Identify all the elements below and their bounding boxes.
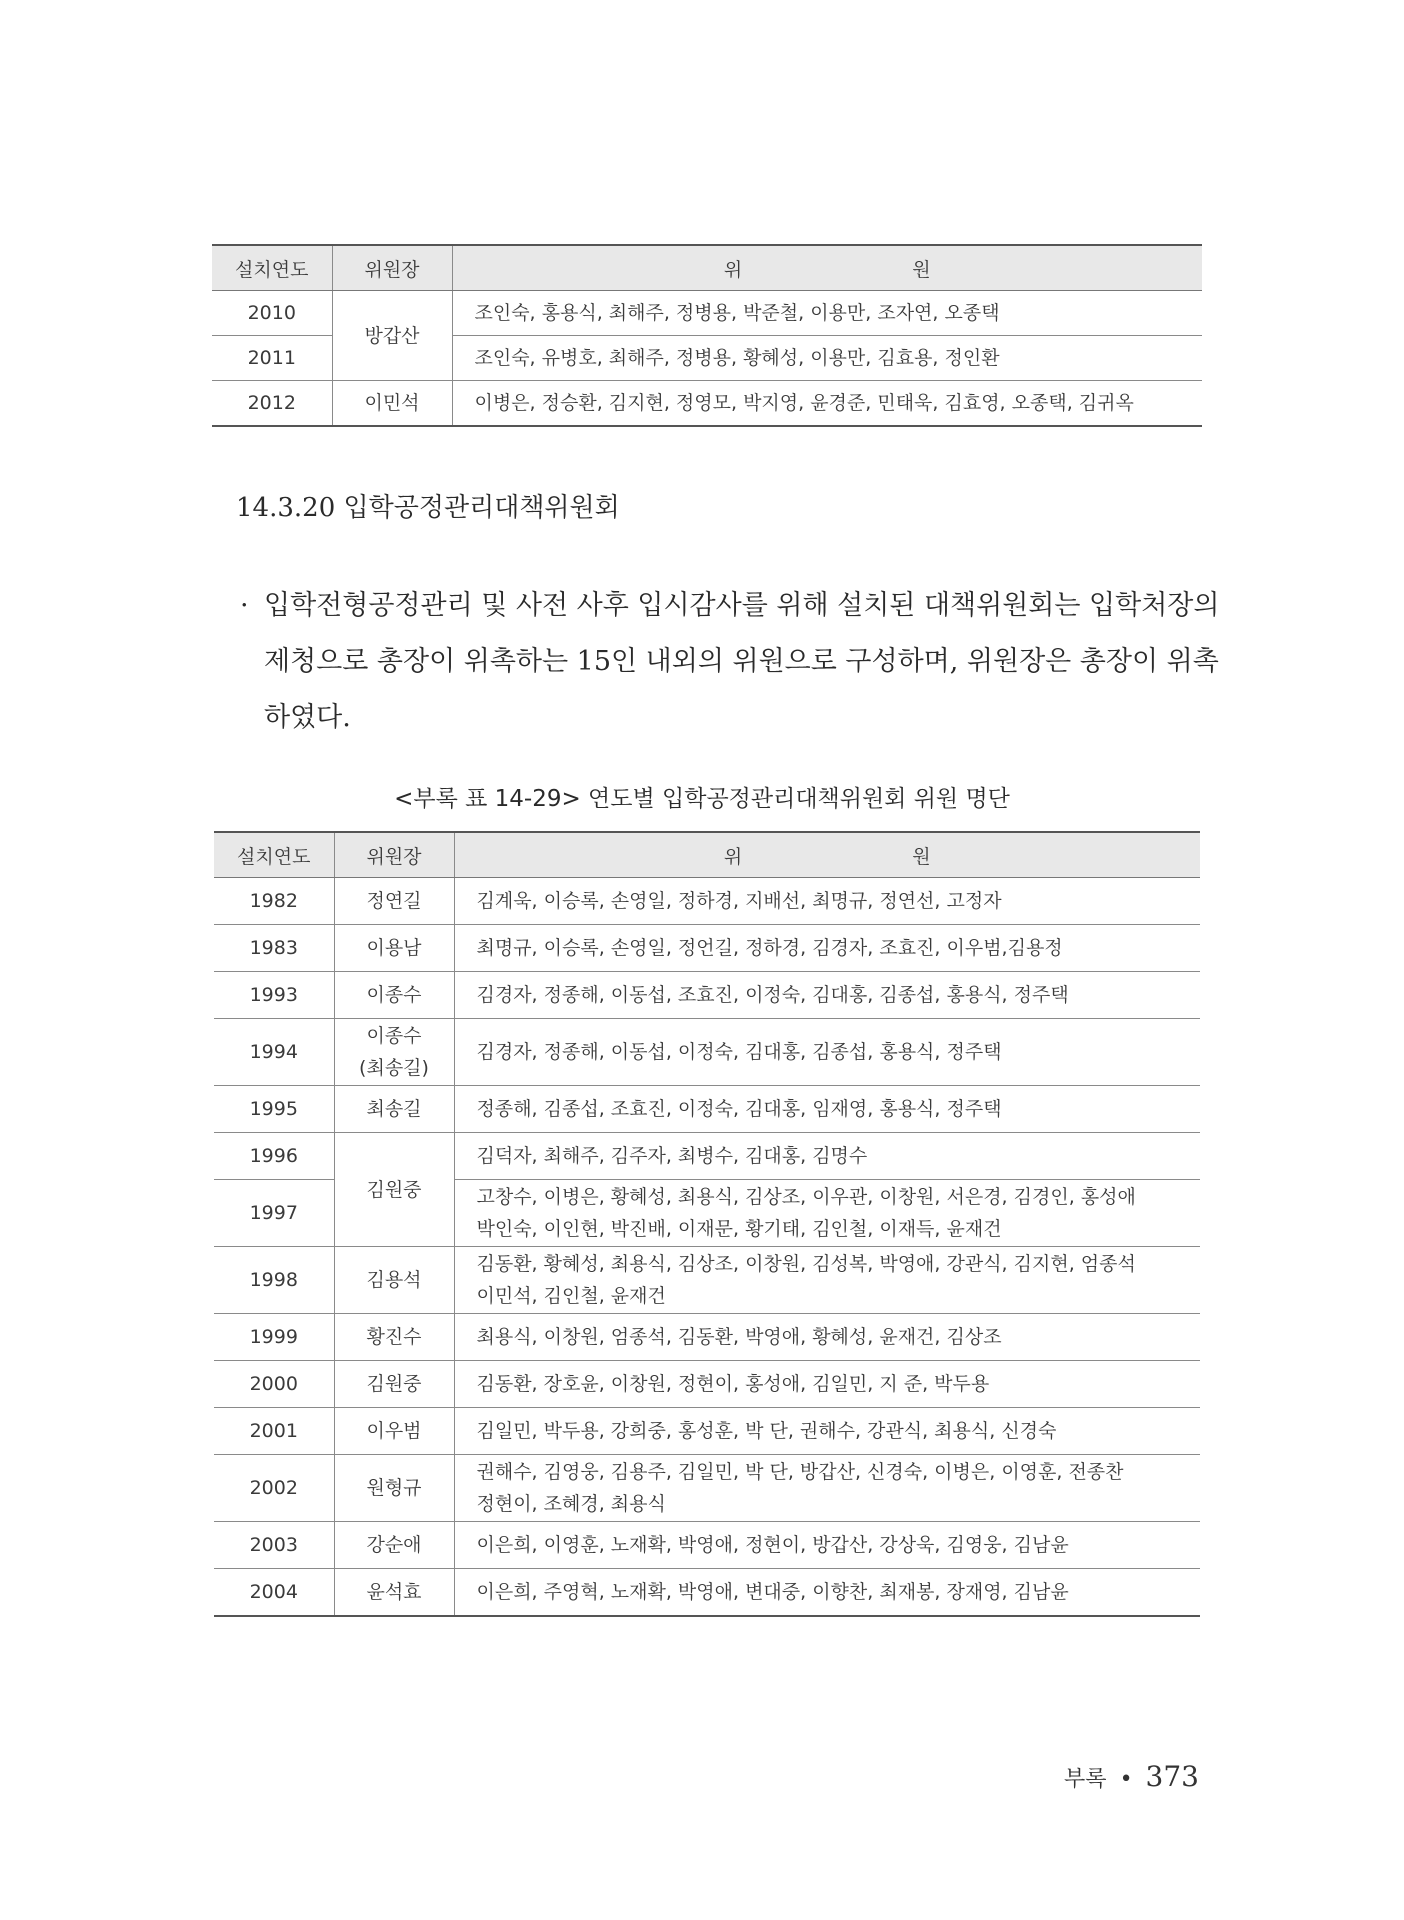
table-row [214,1522,1200,1569]
chair-cell [334,1133,454,1247]
header-members [452,245,1202,291]
body-paragraph [240,578,1220,746]
members-cell [454,1408,1200,1455]
footer-separator: • [1119,1767,1133,1792]
members-cell [454,1455,1200,1522]
table-row [214,1019,1200,1086]
chair-name: 김용석 [366,1269,422,1291]
members-line: 정현이, 조혜경, 최용식 [476,1493,666,1515]
members-cell [454,1522,1200,1569]
year-cell: 2004 [214,1569,334,1617]
chair-name: 김원중 [366,1373,422,1395]
header-members [454,832,1200,878]
members-line: 이은희, 주영혁, 노재확, 박영애, 변대중, 이향찬, 최재봉, 장재영, 김남윤 [476,1581,1069,1603]
chair-cell [334,1408,454,1455]
members-line: 김동환, 황혜성, 최용식, 김상조, 이창원, 김성복, 박영애, 강관식, 김지현, 엄종석 [476,1253,1136,1275]
chair-cell [334,1019,454,1086]
page-footer [1064,1760,1199,1793]
year-cell: 1994 [214,1019,334,1086]
chair-name: 정연길 [366,890,422,912]
members-line: 김경자, 정종해, 이동섭, 조효진, 이정숙, 김대홍, 김종섭, 홍용식, 정주택 [476,984,1069,1006]
header-members-a: 위 [723,845,743,868]
chair-cell [334,1314,454,1361]
chair-name: 김원중 [366,1178,422,1201]
members-cell: 조인숙, 유병호, 최해주, 정병용, 황혜성, 이용만, 김효용, 정인환 [452,336,1202,381]
chair-cell [334,878,454,925]
table-row [214,1314,1200,1361]
members-line: 김경자, 정종해, 이동섭, 이정숙, 김대홍, 김종섭, 홍용식, 정주택 [476,1041,1002,1063]
members-line: 이은희, 이영훈, 노재확, 박영애, 정현이, 방갑산, 강상욱, 김영웅, 김남윤 [476,1534,1069,1556]
paragraph-line: 제청으로 총장이 위촉하는 15인 내외의 위원으로 구성하며, 위원장은 총장이 위촉 [264,646,1219,677]
year-cell: 1982 [214,878,334,925]
members-cell: 조인숙, 홍용식, 최해주, 정병용, 박준철, 이용만, 조자연, 오종택 [452,291,1202,336]
chair-name: 황진수 [366,1326,422,1348]
year-cell: 2011 [212,336,332,381]
chair-name: 이종수 [366,984,422,1006]
members-line: 최용식, 이창원, 엄종석, 김동환, 박영애, 황혜성, 윤재건, 김상조 [476,1326,1002,1348]
table-row [214,972,1200,1019]
chair-name: (최송길) [359,1057,429,1079]
footer-label: 부록 [1064,1767,1107,1792]
bullet: · [240,590,249,621]
members-cell [454,1247,1200,1314]
year-cell: 1995 [214,1086,334,1133]
members-cell [454,925,1200,972]
chair-cell: 이민석 [332,381,452,427]
members-cell [454,972,1200,1019]
members-cell [454,1361,1200,1408]
members-line: 최명규, 이승록, 손영일, 정언길, 정하경, 김경자, 조효진, 이우범,김용정 [476,937,1063,959]
table-row [214,1569,1200,1617]
table-header-row [212,245,1202,291]
page-number: 373 [1145,1760,1199,1793]
chair-cell [334,1247,454,1314]
header-members-b: 원 [912,845,931,868]
table-row [214,1086,1200,1133]
header-year: 설치연도 [212,245,332,291]
members-cell [454,1569,1200,1617]
table-caption: <부록 표 14-29> 연도별 입학공정관리대책위원회 위원 명단 [394,786,1010,812]
table-row [214,1247,1200,1314]
members-cell: 이병은, 정승환, 김지현, 정영모, 박지영, 윤경준, 민태욱, 김효영, 오종택, 김귀옥 [452,381,1202,427]
members-line: 정종해, 김종섭, 조효진, 이정숙, 김대홍, 임재영, 홍용식, 정주택 [476,1098,1002,1120]
members-line: 이민석, 김인철, 윤재건 [476,1285,666,1307]
chair-cell [334,1522,454,1569]
table-header-row [214,832,1200,878]
header-members-b: 원 [912,258,931,281]
members-line: 김동환, 장호윤, 이창원, 정현이, 홍성애, 김일민, 지 준, 박두용 [476,1373,990,1395]
chair-cell [334,1569,454,1617]
paragraph-line: 입학전형공정관리 및 사전 사후 입시감사를 위해 설치된 대책위원회는 입학처장의 [264,590,1220,621]
section-title: 14.3.20 입학공정관리대책위원회 [236,493,620,523]
year-cell: 1999 [214,1314,334,1361]
chair-cell [334,1455,454,1522]
members-line: 박인숙, 이인현, 박진배, 이재문, 황기태, 김인철, 이재득, 윤재건 [476,1218,1002,1240]
table-row [214,878,1200,925]
members-line: 김덕자, 최해주, 김주자, 최병수, 김대홍, 김명수 [476,1145,868,1167]
year-cell: 1993 [214,972,334,1019]
year-cell: 1983 [214,925,334,972]
chair-name: 이종수 [366,1025,422,1047]
year-cell: 2003 [214,1522,334,1569]
year-cell: 2000 [214,1361,334,1408]
table-row [214,1133,1200,1180]
year-cell: 2012 [212,381,332,427]
chair-name: 윤석효 [366,1581,422,1603]
year-cell: 1997 [214,1180,334,1247]
members-line: 권해수, 김영웅, 김용주, 김일민, 박 단, 방갑산, 신경숙, 이병은, 이영훈, 전종찬 [476,1461,1124,1483]
chair-cell [334,925,454,972]
chair-name: 이용남 [366,937,422,959]
committee-table-2 [214,831,1200,1617]
header-members-a: 위 [723,258,743,281]
committee-table-1 [212,244,1202,427]
table-row [214,1408,1200,1455]
chair-cell [334,1361,454,1408]
chair-name: 원형규 [366,1477,422,1499]
header-chair: 위원장 [332,245,452,291]
members-line: 김일민, 박두용, 강희중, 홍성훈, 박 단, 권해수, 강관식, 최용식, 신경숙 [476,1420,1057,1442]
paragraph-line: 하였다. [264,702,351,733]
year-cell: 1996 [214,1133,334,1180]
chair-cell [334,972,454,1019]
year-cell: 2010 [212,291,332,336]
table-row [212,381,1202,427]
chair-cell [334,1086,454,1133]
chair-name: 이우범 [366,1420,422,1442]
year-cell: 2002 [214,1455,334,1522]
chair-name: 최송길 [366,1098,422,1120]
members-cell [454,878,1200,925]
header-chair: 위원장 [334,832,454,878]
year-cell: 2001 [214,1408,334,1455]
table-row [214,1361,1200,1408]
members-cell [454,1314,1200,1361]
table-row [212,291,1202,336]
members-line: 김계욱, 이승록, 손영일, 정하경, 지배선, 최명규, 정연선, 고정자 [476,890,1002,912]
members-line: 고창수, 이병은, 황혜성, 최용식, 김상조, 이우관, 이창원, 서은경, 김경인, 홍성애 [476,1186,1136,1208]
members-cell [454,1019,1200,1086]
chair-cell: 방갑산 [332,291,452,381]
table-row [214,1455,1200,1522]
year-cell: 1998 [214,1247,334,1314]
members-cell [454,1180,1200,1247]
table-row [214,925,1200,972]
members-cell [454,1086,1200,1133]
members-cell [454,1133,1200,1180]
chair-name: 강순애 [366,1534,422,1556]
header-year: 설치연도 [214,832,334,878]
